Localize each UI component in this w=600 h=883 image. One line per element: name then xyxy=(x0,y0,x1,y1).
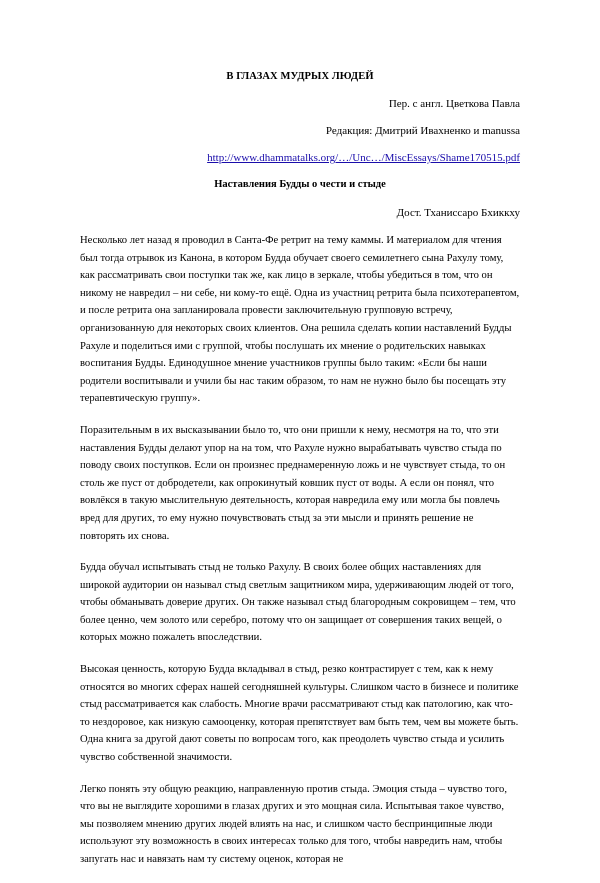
translator-credit: Пер. с англ. Цветкова Павла xyxy=(388,98,520,110)
body-text xyxy=(80,232,520,883)
document-subtitle: Наставления Будды о чести и стыде xyxy=(214,179,386,190)
source-link[interactable]: http://www.dhammatalks.org/…/Unc…/MiscEssays/Shame170515.pdf xyxy=(207,152,520,164)
paragraph-5: Легко понять эту общую реакцию, направленную против стыда. Эмоция стыда – чувство того, что вы не выглядите хорошими в глазах других и это мощная сила. Испытывая такое чувство, мы позволяем мнению других людей влиять на нас, и слишком часто беспринципные люди используют эту возможность в своих интересах только для того, чтобы навредить нам, чтобы запугать нас и навязать нам ту систему оценок, которая не xyxy=(80,783,507,865)
paragraph-3: Будда обучал испытывать стыд не только Рахулу. В своих более общих наставлениях для широкой аудитории он называл стыд светлым защитником мира, удерживающим людей от того, чтобы обманывать доверие других. Он также называл стыд благородным сокровищем – тем, что более ценно, чем золото или серебро, потому что он защищает от совершения таких вещей, о которых можно пожалеть впоследствии. xyxy=(80,562,516,644)
editors-credit: Редакция: Дмитрий Ивахненко и manussa xyxy=(325,125,520,137)
document-title: В ГЛАЗАХ МУДРЫХ ЛЮДЕЙ xyxy=(226,71,374,82)
paragraph-1: Несколько лет назад я проводил в Санта-Фе ретрит на тему каммы. И материалом для чтения был тогда отрывок из Канона, в котором Будда обучает своего семилетнего сына Рахулу тому, как рассматривать свои поступки так же, как лицо в зеркале, чтобы убедиться в том, что он никому не навредил – ни себе, ни кому-то ещё. Одна из участниц ретрита была психотерапевтом, и после ретрита она запланировала провести заключительную групповую встречу, организованную для некоторых своих клиентов. Она решила сделать копии наставлений Будды Рахуле и поделиться ими с группой, чтобы послушать их мнение о родительских навыках воспитания Будды. Единодушное мнение участников группы было таким: «Если бы наши родители воспитывали и учили бы нас таким образом, то нам не нужно было бы посещать эту терапевтическую группу». xyxy=(80,235,520,405)
paragraph-2: Поразительным в их высказывании было то, что они пришли к нему, несмотря на то, что эти наставления Будды делают упор на на том, что Рахуле нужно вырабатывать чувство стыда по поводу своих поступков. Если он произнес преднамеренную ложь и не чувствует стыда, то он столь же пуст от добродетели, как опрокинутый ковшик пуст от воды. А если он понял, что вовлёкся в такую мыслительную деятельность, которая навредила ему или могла бы повлечь вред для других, то ему нужно почувствовать стыд за эти мысли и принять решение не повторять их снова. xyxy=(80,424,506,542)
author-credit: Дост. Тханиссаро Бхиккху xyxy=(396,207,520,219)
paragraph-4: Высокая ценность, которую Будда вкладывал в стыд, резко контрастирует с тем, как к нему относятся во многих сферах нашей сегодняшней культуры. Слишком часто в бизнесе и политике стыд рассматривается как слабость. Многие врачи рассматривают стыд как патологию, как что-то нездоровое, как низкую самооценку, которая препятствует вам быть тем, чем вы можете быть. Одна книга за другой дают советы по вопросам того, как преодолеть чувство стыда и усилить чувство собственной значимости. xyxy=(80,664,519,764)
